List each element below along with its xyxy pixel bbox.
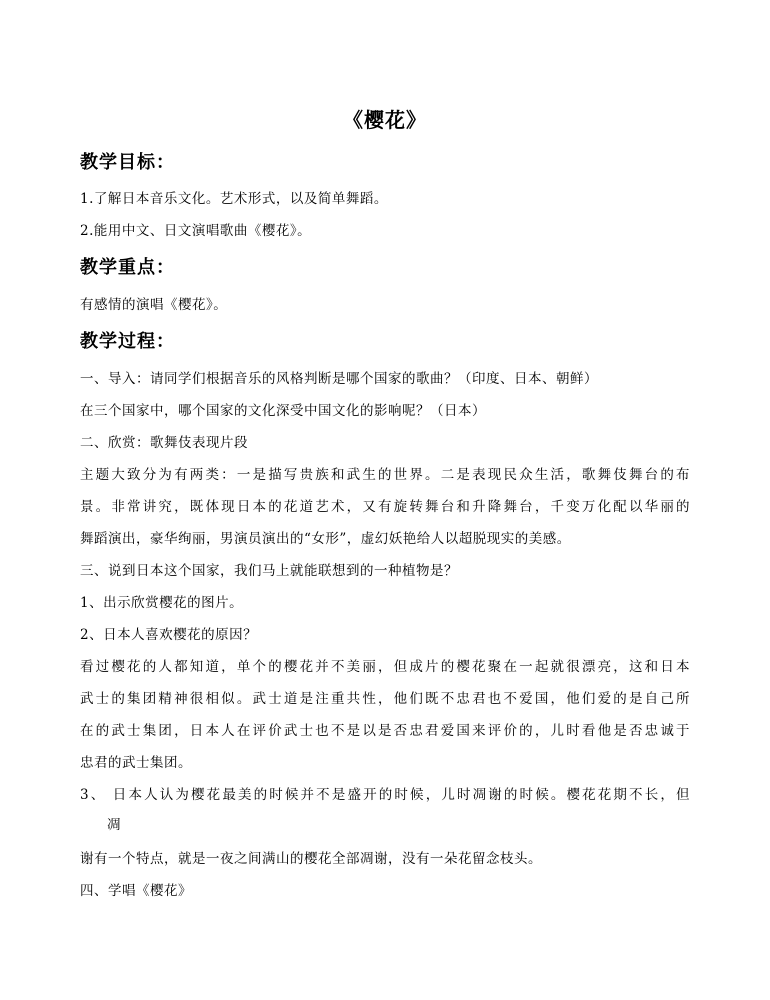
focus-heading: 教学重点： (80, 257, 175, 278)
process-line: 三、说到日本这个国家，我们马上就能联想到的一种植物是？ (80, 563, 458, 579)
process-line: 舞蹈演出，豪华绚丽，男演员演出的“女形”，虚幻妖艳给人以超脱现实的美感。 (80, 531, 571, 547)
process-line: 一、导入：请同学们根据音乐的风格判断是哪个国家的歌曲？（印度、日本、朝鲜） (80, 371, 598, 387)
goal-item: 2.能用中文、日文演唱歌曲《樱花》。 (80, 223, 312, 239)
process-line: 景。非常讲究，既体现日本的花道艺术，又有旋转舞台和升降舞台，千变万化配以华丽的 (80, 499, 690, 515)
process-line: 1、出示欣赏樱花的图片。 (80, 595, 244, 611)
process-line: 武士的集团精神很相似。武士道是注重共性，他们既不忠君也不爱国，他们爱的是自己所 (80, 691, 690, 707)
process-heading: 教学过程： (80, 331, 175, 352)
process-line: 主题大致分为有两类：一是描写贵族和武生的世界。二是表现民众生活，歌舞伎舞台的布 (80, 467, 690, 483)
process-line: 2、日本人喜欢樱花的原因？ (80, 627, 258, 643)
process-line: 凋 (107, 817, 121, 833)
process-line: 3、 日本人认为樱花最美的时候并不是盛开的时候，儿时凋谢的时候。樱花花期不长，但 (80, 787, 690, 803)
process-line: 看过樱花的人都知道，单个的樱花并不美丽，但成片的樱花聚在一起就很漂亮，这和日本 (80, 659, 690, 675)
process-line: 在的武士集团，日本人在评价武士也不是以是否忠君爱国来评价的，儿时看他是否忠诚于 (80, 723, 690, 739)
process-line: 四、学唱《樱花》 (80, 883, 192, 899)
process-line: 在三个国家中，哪个国家的文化深受中国文化的影响呢？（日本） (80, 403, 486, 419)
focus-text: 有感情的演唱《樱花》。 (80, 297, 228, 313)
document-title: 《樱花》 (343, 108, 427, 132)
process-line: 忠君的武士集团。 (80, 755, 192, 771)
goal-item: 1.了解日本音乐文化。艺术形式，以及简单舞蹈。 (80, 191, 388, 207)
goals-heading: 教学目标： (80, 152, 175, 173)
process-line: 谢有一个特点，就是一夜之间满山的樱花全部凋谢，没有一朵花留念枝头。 (80, 851, 542, 867)
process-line: 二、欣赏：歌舞伎表现片段 (80, 435, 248, 451)
